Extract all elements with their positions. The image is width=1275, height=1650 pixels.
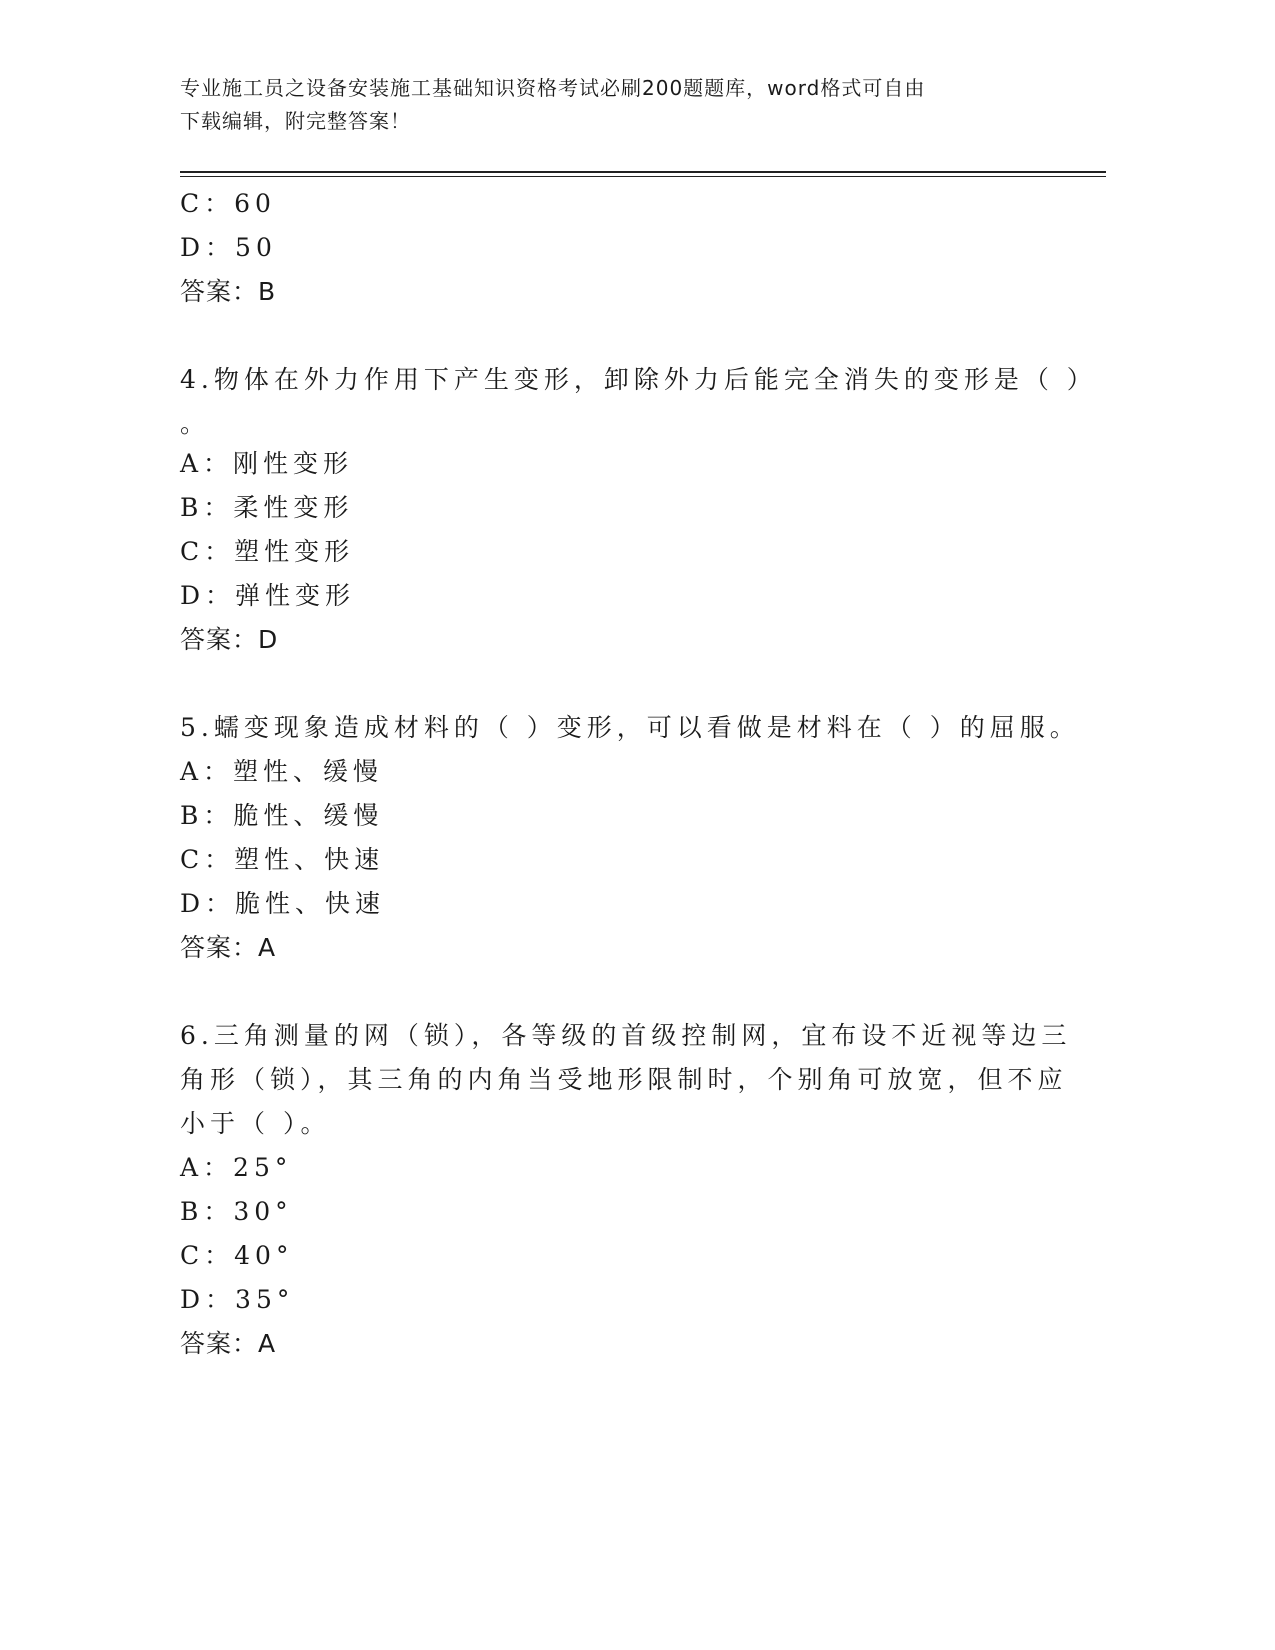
q6-option-b: B：30° <box>180 1197 293 1226</box>
q6-stem-line-1: 6.三角测量的网（锁），各等级的首级控制网，宜布设不近视等边三 <box>180 1021 1072 1050</box>
q3-option-c: C：60 <box>180 189 276 218</box>
q5-answer: 答案：A <box>180 933 277 962</box>
q5-option-b: B：脆性、缓慢 <box>180 801 384 830</box>
q4-option-c: C：塑性变形 <box>180 537 355 566</box>
q6-option-d: D：35° <box>180 1285 295 1314</box>
q6-stem-line-3: 小于（ ）。 <box>180 1109 331 1138</box>
header-title-line-2: 下载编辑，附完整答案！ <box>180 109 411 133</box>
question-3-tail <box>180 184 1040 316</box>
question-4 <box>180 360 1097 664</box>
q5-option-c: C：塑性、快速 <box>180 845 385 874</box>
q5-stem: 5.蠕变现象造成材料的（ ）变形，可以看做是材料在（ ）的屈服。 <box>180 713 1080 742</box>
q4-stem-line-1: 4.物体在外力作用下产生变形，卸除外力后能完全消失的变形是（ ） <box>180 365 1097 394</box>
q6-answer: 答案：A <box>180 1329 277 1358</box>
question-5 <box>180 708 1080 972</box>
question-6 <box>180 1016 1072 1368</box>
header-divider-thick <box>180 171 1106 173</box>
q6-stem-line-2: 角形（锁），其三角的内角当受地形限制时，个别角可放宽，但不应 <box>180 1065 1068 1094</box>
document-header <box>180 72 1040 138</box>
q5-option-a: A：塑性、缓慢 <box>180 757 384 786</box>
spacer <box>180 316 1040 360</box>
q4-option-b: B：柔性变形 <box>180 493 354 522</box>
spacer <box>180 664 1040 708</box>
q3-answer: 答案：B <box>180 277 277 306</box>
q3-option-d: D：50 <box>180 233 277 262</box>
spacer <box>180 972 1040 1016</box>
q5-option-d: D：脆性、快速 <box>180 889 386 918</box>
q4-option-d: D：弹性变形 <box>180 581 356 610</box>
q6-option-a: A：25° <box>180 1153 293 1182</box>
q6-option-c: C：40° <box>180 1241 294 1270</box>
header-divider-thin <box>180 176 1106 177</box>
header-title-line-1: 专业施工员之设备安装施工基础知识资格考试必刷200题题库，word格式可自由 <box>180 76 926 100</box>
q4-option-a: A：刚性变形 <box>180 449 354 478</box>
q4-stem-line-2: 。 <box>180 409 211 438</box>
question-content <box>180 184 1097 1368</box>
q4-answer: 答案：D <box>180 625 279 654</box>
